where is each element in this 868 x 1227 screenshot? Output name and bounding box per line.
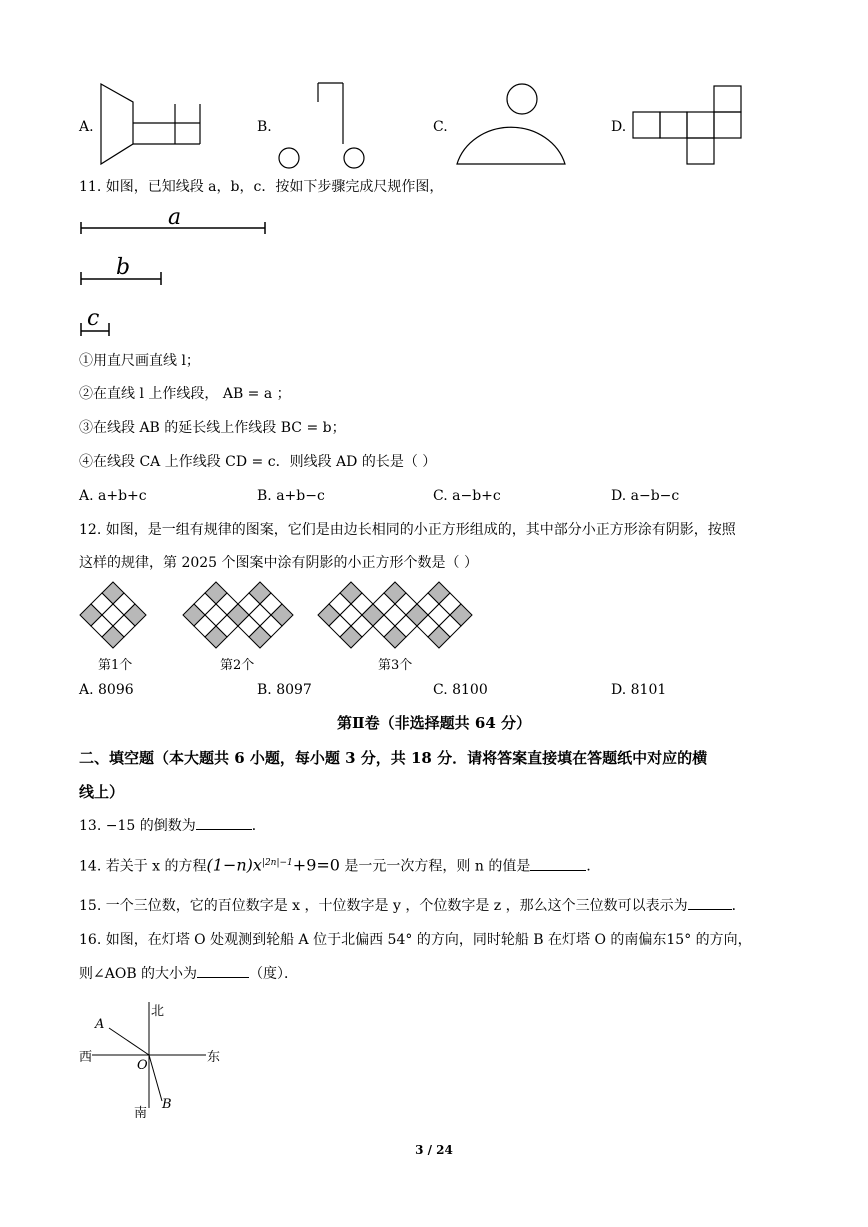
q16-answer-blank[interactable] — [197, 976, 249, 978]
q12-option-a: A. 8096 — [79, 682, 134, 698]
compass-point-a: A — [95, 1017, 105, 1032]
q13 — [79, 816, 266, 836]
q11-option-d: D. a−b−c — [611, 488, 680, 504]
compass-east-label: 东 — [207, 1050, 221, 1065]
q12-option-b: B. 8097 — [257, 682, 312, 698]
net-figure-a — [98, 82, 208, 168]
q16-line2-suffix: （度）． — [249, 966, 299, 982]
pattern-caption-3: 第3个 — [378, 658, 413, 673]
q12-stem-line1: 12. 如图，是一组有规律的图案，它们是由边长相同的小正方形组成的，其中部分小正方形涂有阴影，按照 — [79, 522, 736, 538]
compass-south-label: 南 — [134, 1106, 148, 1121]
q11-step-2: ②在直线 l 上作线段， AB = a ； — [79, 386, 291, 402]
q15 — [79, 896, 746, 916]
page-number: 3 / 24 — [415, 1143, 453, 1157]
q13-answer-blank[interactable] — [196, 828, 252, 830]
net-figure-d — [632, 85, 744, 167]
compass-point-b: B — [162, 1097, 172, 1112]
pattern-caption-2: 第2个 — [220, 658, 255, 673]
q11-step-1: ①用直尺画直线 l； — [79, 353, 200, 369]
q12-option-c: C. 8100 — [433, 682, 488, 698]
pattern-figures — [78, 580, 478, 652]
q11-stem: 11. 如图，已知线段 a，b，c．按如下步骤完成尺规作图， — [79, 179, 444, 195]
compass-point-o: O — [137, 1058, 148, 1073]
segment-c-label: c — [87, 306, 100, 331]
q14-prefix: 14. 若关于 x 的方程 — [79, 858, 207, 875]
option-b-label: B. — [257, 119, 272, 135]
pattern-caption-1: 第1个 — [98, 658, 133, 673]
q14-suffix: ． — [586, 858, 601, 875]
q15-suffix: ． — [731, 898, 746, 914]
q16-line2-prefix: 则∠AOB 的大小为 — [79, 966, 198, 982]
q14-equation: (1−n)x — [206, 855, 262, 875]
volume-title: 第Ⅱ卷（非选择题共 64 分） — [337, 714, 531, 732]
q15-answer-blank[interactable] — [688, 908, 732, 910]
compass-west-label: 西 — [79, 1050, 93, 1065]
q15-prefix: 15. 一个三位数，它的百位数字是 x ，十位数字是 y ，个位数字是 z ，那么这个三位数可以表示为 — [79, 898, 688, 914]
q13-prefix: 13. −15 的倒数为 — [79, 818, 196, 834]
section-heading-line1: 二、填空题（本大题共 6 小题，每小题 3 分，共 18 分．请将答案直接填在答题纸中对应的横 — [79, 749, 708, 767]
net-figure-c — [454, 82, 569, 168]
section-heading-line2: 线上） — [79, 783, 125, 801]
q11-option-a: A. a+b+c — [79, 488, 147, 504]
q14-exponent: |2n|−1 — [261, 858, 293, 868]
q14 — [79, 853, 600, 877]
q11-option-b: B. a+b−c — [257, 488, 325, 504]
q14-answer-blank[interactable] — [530, 869, 586, 871]
q12-option-d: D. 8101 — [611, 682, 667, 698]
q13-suffix: ． — [251, 818, 266, 834]
q16-line2 — [79, 964, 298, 984]
net-figure-b — [278, 82, 368, 172]
option-d-label: D. — [611, 119, 627, 135]
q11-option-c: C. a−b+c — [433, 488, 501, 504]
segment-b-label: b — [116, 255, 131, 280]
compass-north-label: 北 — [151, 1004, 165, 1019]
q16-line1: 16. 如图，在灯塔 O 处观测到轮船 A 位于北偏西 54° 的方向，同时轮船 B 在灯塔 O 的南偏东15° 的方向， — [79, 932, 752, 948]
segment-a-label: a — [168, 205, 182, 230]
option-a-label: A. — [79, 119, 94, 135]
q14-middle: 是一元一次方程，则 n 的值是 — [344, 858, 531, 875]
q11-step-4: ④在线段 CA 上作线段 CD = c．则线段 AD 的长是（ ） — [79, 454, 437, 470]
option-c-label: C. — [433, 119, 448, 135]
q12-stem-line2: 这样的规律，第 2025 个图案中涂有阴影的小正方形个数是（ ） — [79, 555, 478, 571]
q11-step-3: ③在线段 AB 的延长线上作线段 BC = b； — [79, 420, 346, 436]
q14-equation-rest: +9=0 — [292, 855, 340, 875]
